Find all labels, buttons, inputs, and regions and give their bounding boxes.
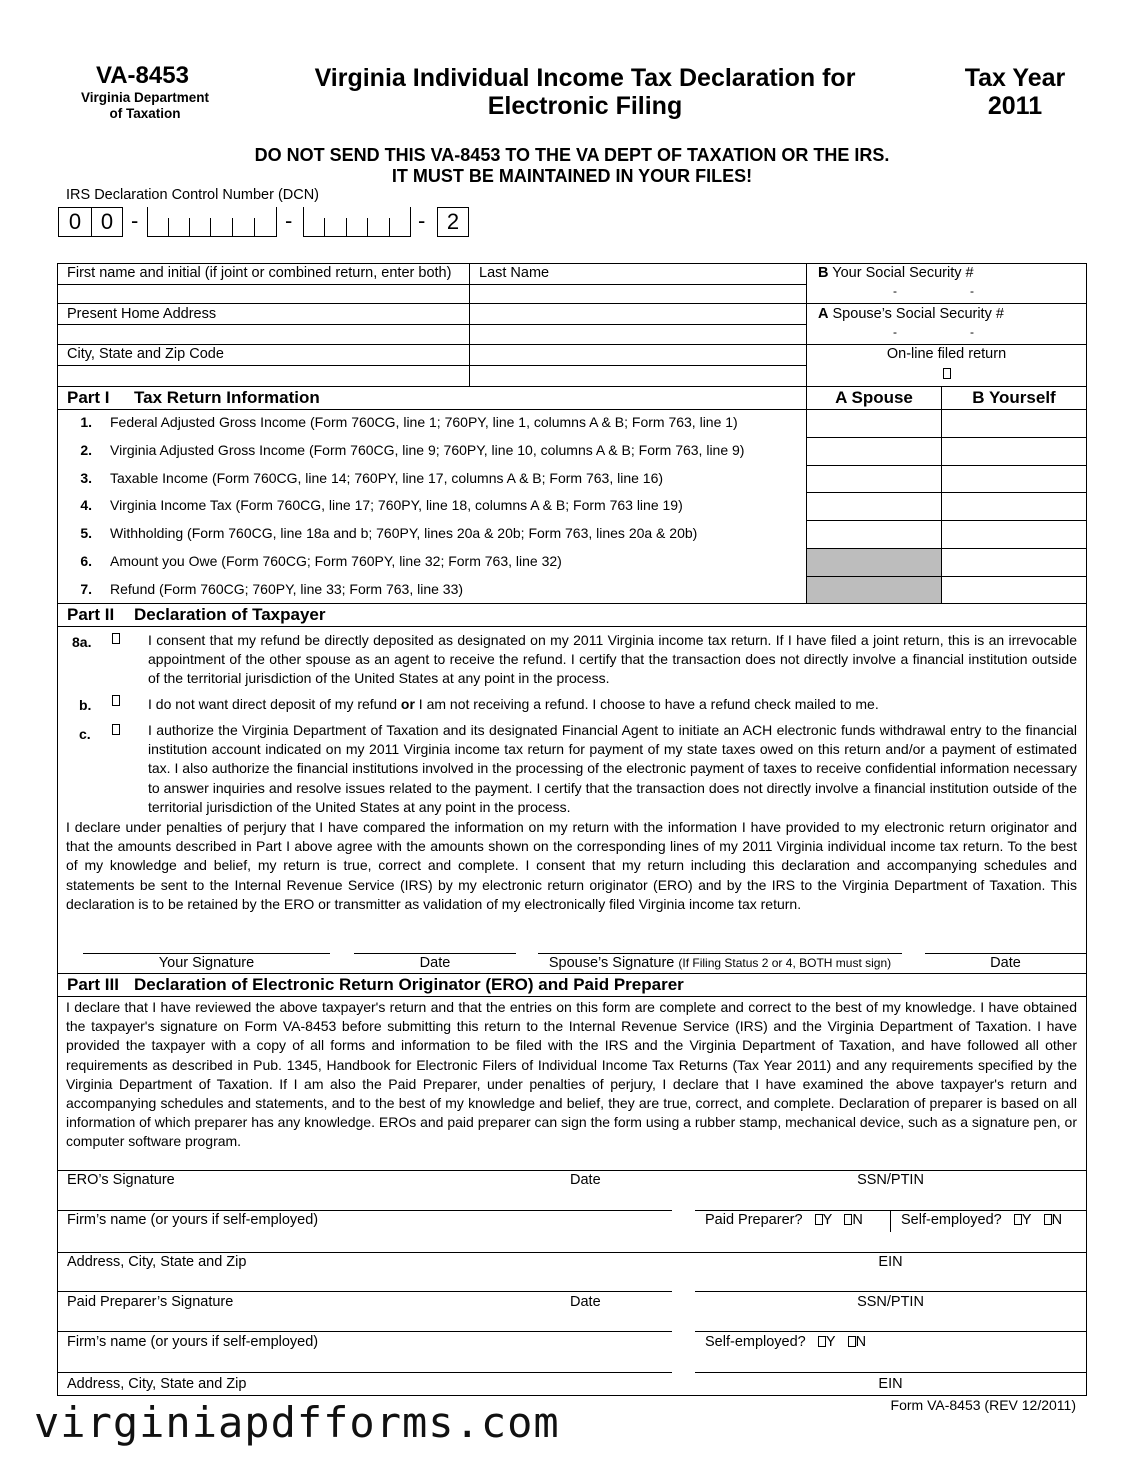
part3-title: Declaration of Electronic Return Originator (ERO) and Paid Preparer (134, 975, 684, 994)
your-signature-label: Your Signature (158, 955, 255, 971)
ero-ein-label: EIN (878, 1254, 903, 1270)
part1-title: Tax Return Information (134, 388, 320, 407)
part1-label: Part I (67, 388, 110, 407)
ero-date-label: Date (570, 1172, 601, 1188)
item-c-number: c. (79, 726, 91, 742)
preparer-ein-label: EIN (878, 1376, 903, 1392)
spouse-signature-label (538, 955, 902, 971)
part1-line-number: 6. (80, 553, 92, 569)
ero-firm-name-label: Firm’s name (or yours if self-employed) (67, 1212, 319, 1228)
dcn-label: IRS Declaration Control Number (DCN) (66, 187, 320, 203)
item-8a-number: 8a. (72, 634, 92, 650)
preparer-firm-name-label: Firm’s name (or yours if self-employed) (67, 1334, 319, 1350)
notice-line-1: DO NOT SEND THIS VA-8453 TO THE VA DEPT OF TAXATION OR THE IRS. (254, 145, 890, 165)
no-label: N (855, 1334, 867, 1350)
preparer-firm-name-field[interactable] (58, 1352, 672, 1372)
ssn-dash: - (893, 284, 897, 298)
preparer-self-employed-question (705, 1334, 866, 1350)
form-title-line-2: Electronic Filing (487, 92, 683, 120)
spouse-ssn-heading (818, 306, 1004, 322)
ero-self-employed-no-checkbox[interactable] (1044, 1214, 1052, 1225)
item-b-checkbox[interactable] (112, 695, 120, 706)
part3-label: Part III (67, 975, 119, 994)
self-employed-label: Self-employed? (901, 1212, 1002, 1228)
self-employed-label: Self-employed? (705, 1334, 806, 1350)
preparer-signature-field[interactable] (58, 1312, 672, 1331)
part1-spouse-amount-field[interactable] (807, 466, 941, 493)
dept-line-1: Virginia Department (80, 90, 210, 105)
paid-preparer-label: Paid Preparer? (705, 1212, 803, 1228)
dcn-digit-2: 0 (91, 207, 123, 237)
part1-line-number: 2. (80, 441, 92, 458)
form-right-border (1086, 263, 1087, 1396)
preparer-ssn-ptin-field[interactable] (695, 1312, 1086, 1331)
item-b-or: or (400, 696, 415, 712)
dcn-seg-1[interactable] (147, 207, 277, 237)
part1-line-description: Virginia Income Tax (Form 760CG, line 17; 760PY, line 18, columns A & B; Form 763 line 19) (110, 497, 683, 514)
yes-label: Y (822, 1212, 833, 1228)
notice-line-2: IT MUST BE MAINTAINED IN YOUR FILES! (391, 166, 753, 186)
part1-line-number: 7. (80, 580, 92, 597)
dcn-dash-3: - (418, 208, 426, 233)
dcn-dash-1: - (131, 208, 139, 233)
part1-spouse-amount-field[interactable] (807, 493, 941, 520)
item-b-number: b. (79, 697, 92, 713)
taxpayer-declaration-text: I declare under penalties of perjury that I have compared the information on my return with the information I have provided to my electronic return originator and that the amounts described in Part I above agree with the amounts shown on the corresponding lines of my 2011 Virginia individual income tax return. To the best of my knowledge and belief, my return is true, correct and complete. I consent that my return including this declaration and accompanying schedules and statements be sent to the Internal Revenue Service (IRS) by my electronic return originator (ERO) and by the IRS to the Virginia Department of Taxation. This declaration is to be retained by the ERO or transmitter as validation of my electronically filed Virginia income tax return. (66, 819, 1077, 912)
first-name-label: First name and initial (if joint or combined return, enter both) (67, 265, 452, 281)
tax-year-label: Tax Year (964, 64, 1066, 92)
dcn-suffix: 2 (437, 207, 469, 237)
part1-line-number: 1. (80, 414, 92, 430)
part1-yourself-amount-field[interactable] (942, 577, 1086, 604)
form-title-line-1: Virginia Individual Income Tax Declaration for (314, 64, 856, 92)
part1-line-number: 5. (80, 525, 92, 542)
part1-yourself-amount-field[interactable] (942, 466, 1086, 493)
address-label: Present Home Address (67, 306, 217, 322)
part1-line-description: Taxable Income (Form 760CG, line 14; 760PY, line 17, columns A & B; Form 763, line 16) (110, 469, 664, 486)
item-b-text (148, 695, 1077, 714)
part1-yourself-amount-field[interactable] (942, 410, 1086, 437)
paid-preparer-question (705, 1212, 863, 1228)
city-input[interactable] (58, 366, 805, 385)
ero-signature-field[interactable] (58, 1190, 672, 1210)
watermark-text: virginiapdfforms.com (34, 1398, 560, 1447)
preparer-self-employed-yes-checkbox[interactable] (818, 1336, 826, 1347)
part1-yourself-amount-field[interactable] (942, 438, 1086, 465)
item-b-text-post: I am not receiving a refund. I choose to have a refund check mailed to me. (414, 696, 879, 712)
yes-label: Y (825, 1334, 836, 1350)
spouse-date-label: Date (990, 955, 1021, 971)
your-date-label: Date (419, 955, 451, 971)
your-ssn-input[interactable] (807, 284, 1086, 303)
paid-preparer-yes-checkbox[interactable] (815, 1214, 823, 1225)
part1-yourself-amount-field[interactable] (942, 493, 1086, 520)
online-filed-checkbox[interactable] (943, 368, 951, 379)
your-ssn-label: Your Social Security # (832, 265, 974, 281)
part1-yourself-amount-field[interactable] (942, 549, 1086, 576)
ero-address-label: Address, City, State and Zip (67, 1254, 247, 1270)
spouse-signature-field[interactable] (538, 925, 902, 953)
col-b-yourself-header: B Yourself (972, 388, 1056, 407)
part1-line-number: 3. (80, 469, 92, 486)
tax-year: 2011 (987, 92, 1043, 120)
city-label: City, State and Zip Code (67, 346, 224, 362)
spouse-signature-note: (If Filing Status 2 or 4, BOTH must sign) (678, 956, 892, 970)
spouse-ssn-letter: A (818, 306, 829, 322)
ero-ssn-ptin-label: SSN/PTIN (857, 1172, 924, 1188)
part1-line-description: Refund (Form 760CG; 760PY, line 33; Form 763, line 33) (110, 580, 464, 597)
form-left-border (57, 263, 58, 1396)
ssn-dash: - (970, 325, 974, 339)
yes-label: Y (1021, 1212, 1032, 1228)
dcn-dash-2: - (285, 208, 293, 233)
ero-signature-label: ERO’s Signature (67, 1172, 175, 1188)
item-c-checkbox[interactable] (112, 724, 120, 735)
item-8a-checkbox[interactable] (112, 633, 120, 644)
preparer-self-employed-no-checkbox[interactable] (848, 1336, 856, 1347)
your-signature-field[interactable] (83, 925, 330, 953)
preparer-date-label: Date (570, 1294, 601, 1310)
form-id: VA-8453 (96, 62, 189, 89)
ero-address-field[interactable] (58, 1272, 672, 1291)
no-label: N (1051, 1212, 1063, 1228)
your-ssn-letter: B (818, 265, 829, 281)
spouse-ssn-label: Spouse’s Social Security # (832, 306, 1004, 322)
part2-title: Declaration of Taxpayer (134, 605, 326, 624)
spouse-date-field[interactable] (925, 925, 1086, 953)
dcn-digit-1: 0 (58, 207, 92, 237)
part1-line-number: 4. (80, 497, 92, 514)
item-c-text: I authorize the Virginia Department of Taxation and its designated Financial Agent to initiate an ACH electronic funds withdrawal entry to the financial institution account indicated on my 2011 Virginia income tax return for payment of my state taxes owed on this return and/or a payment of estimated tax. I also authorize the financial institutions involved in the processing of the electronic payment of taxes to receive confidential information necessary to answer inquiries and resolve issues related to the payment. I certify that the transaction does not directly involve a financial institution outside of the territorial jurisdiction of the United States at any point in the process. (148, 722, 1077, 815)
part1-spouse-amount-field (807, 549, 941, 576)
part1-line-description: Amount you Owe (Form 760CG; Form 760PY, line 32; Form 763, line 32) (110, 553, 562, 569)
last-name-label: Last Name (479, 265, 550, 281)
no-label: N (852, 1212, 863, 1228)
address-input[interactable] (58, 325, 805, 344)
ssn-dash: - (893, 325, 897, 339)
part2-label: Part II (67, 605, 115, 624)
dcn-seg-2[interactable] (303, 207, 411, 237)
last-name-input[interactable] (470, 285, 805, 303)
your-ssn-heading (818, 265, 974, 281)
part1-spouse-amount-field (807, 577, 941, 604)
form-revision: Form VA-8453 (REV 12/2011) (890, 1397, 1076, 1413)
first-name-input[interactable] (58, 285, 468, 303)
part1-line-description: Withholding (Form 760CG, line 18a and b; 760PY, lines 20a & 20b; Form 763, lines 20a & 20b) (110, 525, 698, 542)
part1-spouse-amount-field[interactable] (807, 521, 941, 548)
ero-firm-name-field[interactable] (58, 1232, 672, 1252)
ero-self-employed-question (901, 1212, 1062, 1228)
part1-spouse-amount-field[interactable] (807, 438, 941, 465)
item-8a-text: I consent that my refund be directly deposited as designated on my 2011 Virginia income tax return. If I have filed a joint return, this is an irrevocable appointment of the other spouse as an agent to receive the refund. I certify that the transaction does not directly involve a financial institution outside of the territorial jurisdiction of the United States at any point in the process. (148, 632, 1077, 687)
part1-line-description: Federal Adjusted Gross Income (Form 760CG, line 1; 760PY, line 1, columns A & B; Form 763, line 1) (110, 414, 738, 430)
spouse-signature-text: Spouse’s Signature (548, 955, 675, 971)
ero-declaration-text: I declare that I have reviewed the above taxpayer's return and that the entries on this form are complete and correct to the best of my knowledge. I have obtained the taxpayer's signature on Form VA-8453 before submitting this return to the Internal Revenue Service (IRS) and the Virginia Department of Taxation. I have provided the taxpayer with a copy of all forms and information to be filed with the IRS and the Virginia Department of Taxation, and have followed all other requirements as described in Pub. 1345, Handbook for Electronic Filers of Individual Income Tax Returns (Tax Year 2011) and any requirements specified by the Virginia Department of Taxation. If I am also the Paid Preparer, under penalties of perjury, I declare that I have examined the above taxpayer's return and accompanying schedules and statements, and to the best of my knowledge and belief, they are true, correct, and complete. Declaration of preparer is based on all information of which preparer has any knowledge. EROs and paid preparer can sign the form using a rubber stamp, mechanical device, such as a signature pen, or computer software program. (66, 999, 1077, 1150)
part1-line-description: Virginia Adjusted Gross Income (Form 760CG, line 9; 760PY, line 10, columns A & B; Form 763, line 9) (110, 441, 745, 458)
preparer-ssn-ptin-label: SSN/PTIN (857, 1294, 924, 1310)
preparer-address-label: Address, City, State and Zip (67, 1376, 247, 1392)
spouse-ssn-input[interactable] (807, 324, 1086, 344)
col-a-spouse-header: A Spouse (835, 388, 913, 407)
ero-self-employed-yes-checkbox[interactable] (1014, 1214, 1022, 1225)
your-date-field[interactable] (354, 925, 516, 953)
ero-ein-field[interactable] (695, 1272, 1086, 1291)
online-filed-label: On-line filed return (886, 346, 1007, 362)
dept-line-2: of Taxation (109, 106, 181, 121)
part1-yourself-amount-field[interactable] (942, 521, 1086, 548)
item-b-text-pre: I do not want direct deposit of my refund (148, 696, 401, 712)
ssn-dash: - (970, 284, 974, 298)
ero-ssn-ptin-field[interactable] (695, 1190, 1086, 1210)
part1-spouse-amount-field[interactable] (807, 410, 941, 437)
preparer-signature-label: Paid Preparer’s Signature (67, 1294, 234, 1310)
